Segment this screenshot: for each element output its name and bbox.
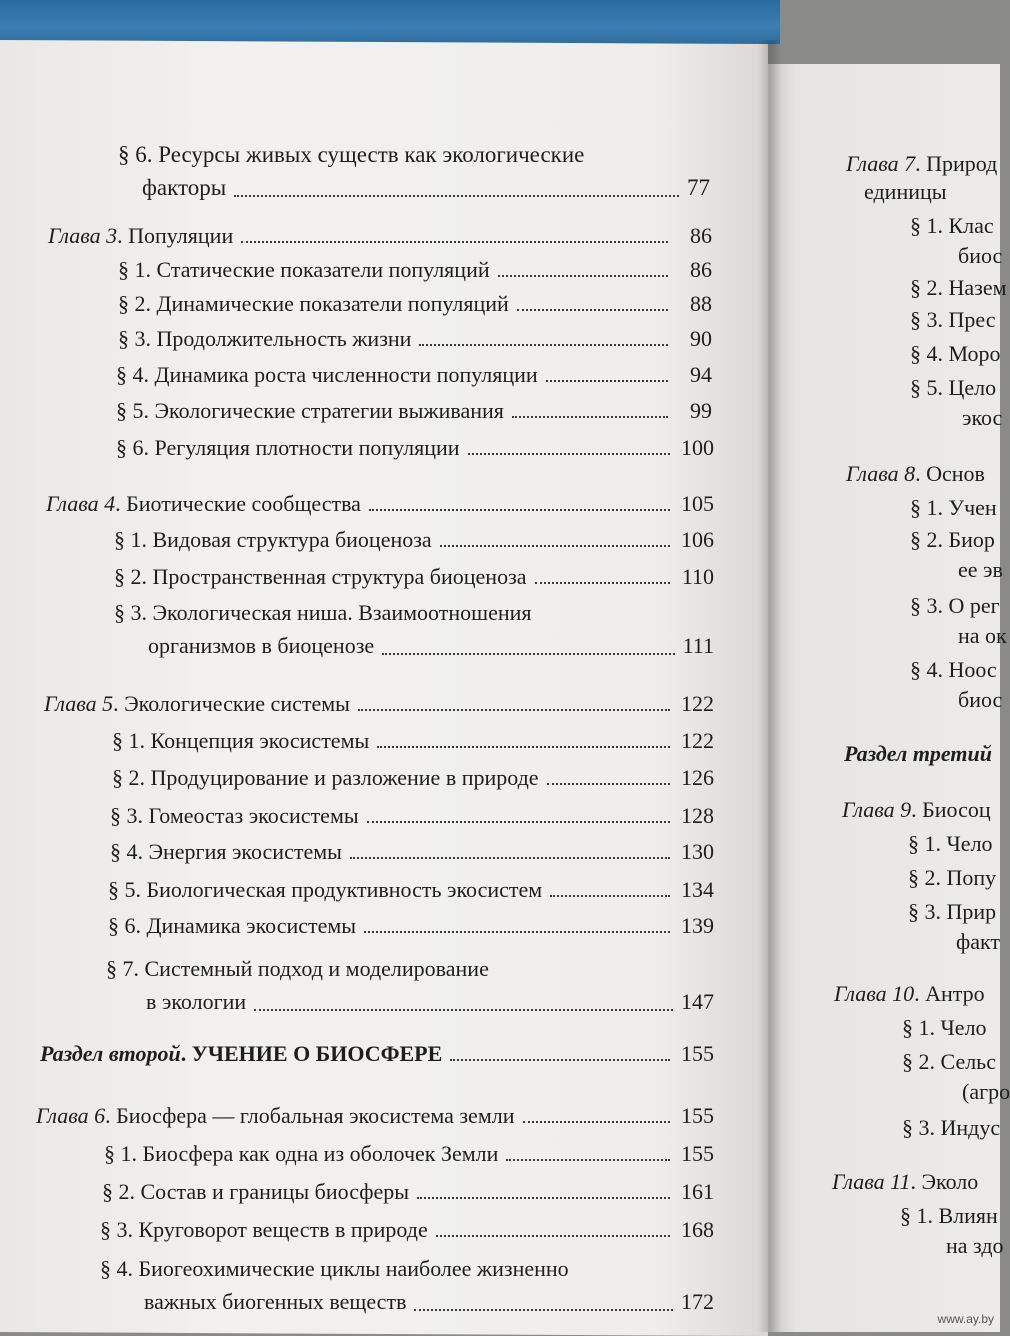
right-toc-line xyxy=(910,212,1000,240)
chapter-label: Глава 7 xyxy=(846,151,916,176)
toc-entry xyxy=(112,727,714,755)
toc-entry-title: § 1. Концепция экосистемы xyxy=(112,728,370,753)
toc-entry-title: важных биогенных веществ xyxy=(144,1289,407,1314)
toc-entry-title: § 3. Экологическая ниша. Взаимоотношения xyxy=(114,600,532,625)
toc-entry-title: § 2. Назем xyxy=(910,275,1007,300)
toc-part-2 xyxy=(40,1040,714,1068)
toc-page-number: 86 xyxy=(690,223,712,248)
dot-leader xyxy=(512,416,668,418)
right-toc-line xyxy=(910,494,1000,522)
toc-entry-title: на здо xyxy=(946,1233,1004,1258)
toc-page-number: 99 xyxy=(690,398,712,423)
toc-entry-title: § 1. Биосфера как одна из оболочек Земли xyxy=(104,1141,499,1166)
toc-entry-title: § 3. Продолжительность жизни xyxy=(118,326,412,351)
dot-leader xyxy=(414,1309,673,1311)
toc-entry-title: § 3. Индус xyxy=(902,1115,1001,1140)
dot-leader xyxy=(419,344,668,346)
right-toc-line xyxy=(908,898,1000,926)
toc-entry-title: § 6. Регуляция плотности популяции xyxy=(116,435,460,460)
toc-entry-title: § 4. Динамика роста численности популяции xyxy=(116,362,538,387)
right-toc-line xyxy=(910,274,1007,302)
toc-entry xyxy=(112,764,714,792)
toc-entry-title: § 3. Гомеостаз экосистемы xyxy=(110,803,359,828)
right-toc-line xyxy=(910,526,1000,554)
toc-entry-title: § 4. Моро xyxy=(910,341,1001,366)
toc-entry-title: ее эв xyxy=(958,557,1003,582)
toc-entry-title: § 1. Клас xyxy=(910,213,994,238)
chapter-label: Глава 5 xyxy=(44,691,114,716)
right-toc-line xyxy=(908,830,1000,858)
dot-leader xyxy=(440,545,670,547)
toc-entry-title: единицы xyxy=(864,179,947,204)
toc-entry xyxy=(110,802,714,830)
toc-page-number: 161 xyxy=(681,1179,714,1204)
toc-entry xyxy=(110,838,714,866)
toc-entry-title: § 3. Прир xyxy=(908,899,997,924)
dot-leader xyxy=(498,275,668,277)
right-toc-line xyxy=(902,1114,1000,1142)
toc-entry-title: § 4. Ноос xyxy=(910,657,997,682)
toc-page-number: 147 xyxy=(681,989,714,1014)
toc-entry-title: организмов в биоценозе xyxy=(148,633,375,658)
toc-page-number: 139 xyxy=(681,913,714,938)
chapter-title: . Биосфера — глобальная экосистема земли xyxy=(105,1103,515,1128)
dot-leader xyxy=(350,857,670,859)
dot-leader xyxy=(367,821,670,823)
book-cover-edge xyxy=(0,0,780,44)
dot-leader xyxy=(436,1235,670,1237)
toc-entry-title: . Эколо xyxy=(910,1169,979,1194)
toc-page-number: 106 xyxy=(681,527,714,552)
toc-chapter-5 xyxy=(44,690,714,718)
dot-leader xyxy=(468,453,670,455)
toc-entry xyxy=(118,256,712,284)
toc-page-number: 100 xyxy=(681,435,714,460)
toc-entry xyxy=(116,397,712,425)
dot-leader xyxy=(364,931,670,933)
toc-entry-title: § 4. Энергия экосистемы xyxy=(110,839,342,864)
toc-entry xyxy=(118,325,712,353)
dot-leader xyxy=(450,1059,670,1061)
toc-entry xyxy=(108,876,714,904)
chapter-title: . Биотические сообщества xyxy=(115,491,361,516)
right-toc-line xyxy=(846,150,1000,178)
toc-entry-title: биос xyxy=(958,687,1003,712)
toc-page-number: 128 xyxy=(681,803,714,828)
toc-entry xyxy=(118,290,712,318)
right-toc-line xyxy=(910,306,1000,334)
right-toc-line xyxy=(842,796,1000,824)
toc-entry-title: § 6. Динамика экосистемы xyxy=(108,913,357,938)
right-toc-line xyxy=(832,1168,1000,1196)
toc-entry-title: § 1. Чело xyxy=(908,831,993,856)
toc-entry-title: § 2. Попу xyxy=(908,865,997,890)
dot-leader xyxy=(369,509,670,511)
toc-entry-title: § 1. Влиян xyxy=(900,1203,998,1228)
toc-page-number: 126 xyxy=(681,765,714,790)
right-toc-line xyxy=(834,980,1000,1008)
toc-entry-title: на ок xyxy=(958,623,1007,648)
toc-page-number: 155 xyxy=(681,1103,714,1128)
toc-entry-title: § 5. Экологические стратегии выживания xyxy=(116,398,504,423)
toc-chapter-6 xyxy=(36,1102,714,1130)
toc-page-number: 134 xyxy=(681,877,714,902)
chapter-label: Глава 4 xyxy=(46,491,116,516)
toc-entry-systems-approach xyxy=(106,952,714,1018)
toc-entry-title: § 2. Пространственная структура биоценоза xyxy=(114,564,527,589)
right-toc-line xyxy=(910,374,1000,402)
right-toc-line xyxy=(864,178,1000,206)
right-toc-line xyxy=(910,340,1000,368)
right-toc-line xyxy=(900,1202,1000,1230)
right-toc-line xyxy=(958,556,1003,584)
toc-page-number: 110 xyxy=(681,564,714,589)
toc-entry-title: § 2. Состав и границы биосферы xyxy=(102,1179,410,1204)
toc-entry-title: . Основ xyxy=(915,461,985,486)
toc-entry-title: § 5. Цело xyxy=(910,375,997,400)
dot-leader xyxy=(241,241,668,243)
right-toc-line xyxy=(962,1078,1010,1106)
dot-leader xyxy=(517,309,668,311)
toc-chapter-4 xyxy=(46,490,714,518)
toc-entry-biogeochemical xyxy=(100,1252,714,1318)
toc-entry xyxy=(108,912,714,940)
toc-entry-title: факт xyxy=(956,929,1001,954)
toc-entry xyxy=(114,563,714,591)
toc-entry-title: § 1. Чело xyxy=(902,1015,987,1040)
toc-entry-title: факторы xyxy=(142,175,227,200)
dot-leader xyxy=(254,1009,673,1011)
toc-entry-title: § 3. О рег xyxy=(910,593,1000,618)
toc-entry-title: § 1. Учен xyxy=(910,495,997,520)
toc-page-number: 86 xyxy=(690,257,712,282)
right-toc-line xyxy=(958,622,1007,650)
dot-leader xyxy=(417,1197,670,1199)
dot-leader xyxy=(547,783,670,785)
right-toc-line xyxy=(902,1048,1000,1076)
toc-page-number: 172 xyxy=(681,1289,714,1314)
chapter-label: Раздел третий xyxy=(844,741,992,766)
toc-page-number: 168 xyxy=(681,1217,714,1242)
toc-entry-title: . Биосоц xyxy=(911,797,991,822)
toc-chapter-3 xyxy=(48,222,712,250)
toc-page-number: 94 xyxy=(690,362,712,387)
toc-entry-title: § 5. Биологическая продуктивность экосистем xyxy=(108,877,543,902)
toc-entry-title: § 3. Прес xyxy=(910,307,996,332)
toc-entry-title: в экологии xyxy=(146,989,247,1014)
dot-leader xyxy=(523,1121,671,1123)
toc-page-number: 90 xyxy=(690,326,712,351)
watermark: www.ay.by xyxy=(937,1312,994,1326)
right-toc-line xyxy=(958,686,1003,714)
dot-leader xyxy=(506,1159,670,1161)
dot-leader xyxy=(382,653,674,655)
chapter-label: Глава 8 xyxy=(846,461,916,486)
part-title: . УЧЕНИЕ О БИОСФЕРЕ xyxy=(180,1041,443,1066)
chapter-label: Глава 6 xyxy=(36,1103,106,1128)
toc-page-number: 130 xyxy=(681,839,714,864)
part-label: Раздел второй xyxy=(40,1041,181,1066)
chapter-label: Глава 11 xyxy=(832,1169,911,1194)
toc-entry-title: § 6. Ресурсы живых существ как экологические xyxy=(118,142,585,167)
right-toc-line xyxy=(910,592,1000,620)
book-gutter xyxy=(758,40,782,1332)
dot-leader xyxy=(377,746,670,748)
toc-entry-title: § 3. Круговорот веществ в природе xyxy=(100,1217,428,1242)
dot-leader xyxy=(535,582,670,584)
toc-entry-title: § 4. Биогеохимические циклы наиболее жизненно xyxy=(100,1256,569,1281)
toc-entry-title: биос xyxy=(958,243,1003,268)
toc-page-number: 111 xyxy=(682,633,714,658)
toc-entry xyxy=(100,1216,714,1244)
right-toc-line xyxy=(902,1014,1000,1042)
toc-entry-niche xyxy=(114,596,714,662)
toc-entry-title: § 2. Сельс xyxy=(902,1049,996,1074)
right-toc-line xyxy=(956,928,1000,956)
toc-page-number: 155 xyxy=(681,1141,714,1166)
dot-leader xyxy=(546,380,668,382)
toc-entry-title: § 2. Динамические показатели популяций xyxy=(118,291,509,316)
toc-entry xyxy=(114,526,714,554)
right-toc-line xyxy=(946,1232,1004,1260)
toc-entry-title: § 2. Биор xyxy=(910,527,995,552)
toc-page-number: 155 xyxy=(681,1041,714,1066)
dot-leader xyxy=(550,895,670,897)
toc-entry xyxy=(102,1178,714,1206)
dot-leader xyxy=(358,709,670,711)
right-toc-line xyxy=(962,404,1003,432)
toc-page-number: 105 xyxy=(681,491,714,516)
right-toc-line xyxy=(846,460,1000,488)
right-toc-line xyxy=(844,740,1000,768)
toc-page-number: 88 xyxy=(690,291,712,316)
toc-entry xyxy=(116,361,712,389)
toc-entry xyxy=(104,1140,714,1168)
dot-leader xyxy=(234,195,679,197)
chapter-label: Глава 9 xyxy=(842,797,912,822)
toc-entry-title: (агро xyxy=(962,1079,1010,1104)
chapter-title: . Популяции xyxy=(117,223,234,248)
toc-entry-title: экос xyxy=(962,405,1003,430)
toc-entry-title: . Природ xyxy=(915,151,998,176)
toc-page-number: 122 xyxy=(681,728,714,753)
right-toc-line xyxy=(910,656,1000,684)
right-toc-line xyxy=(958,242,1003,270)
toc-entry-resources xyxy=(118,138,710,204)
toc-entry-title: § 2. Продуцирование и разложение в природе xyxy=(112,765,539,790)
chapter-label: Глава 3 xyxy=(48,223,118,248)
toc-entry-title: § 7. Системный подход и моделирование xyxy=(106,956,489,981)
toc-page-number: 77 xyxy=(687,175,710,200)
toc-page-number: 122 xyxy=(681,691,714,716)
chapter-label: Глава 10 xyxy=(834,981,915,1006)
toc-entry-title: § 1. Статические показатели популяций xyxy=(118,257,490,282)
toc-entry-title: § 1. Видовая структура биоценоза xyxy=(114,527,432,552)
right-toc-line xyxy=(908,864,1000,892)
toc-entry-title: . Антро xyxy=(914,981,985,1006)
toc-entry xyxy=(116,434,714,462)
chapter-title: . Экологические системы xyxy=(113,691,350,716)
